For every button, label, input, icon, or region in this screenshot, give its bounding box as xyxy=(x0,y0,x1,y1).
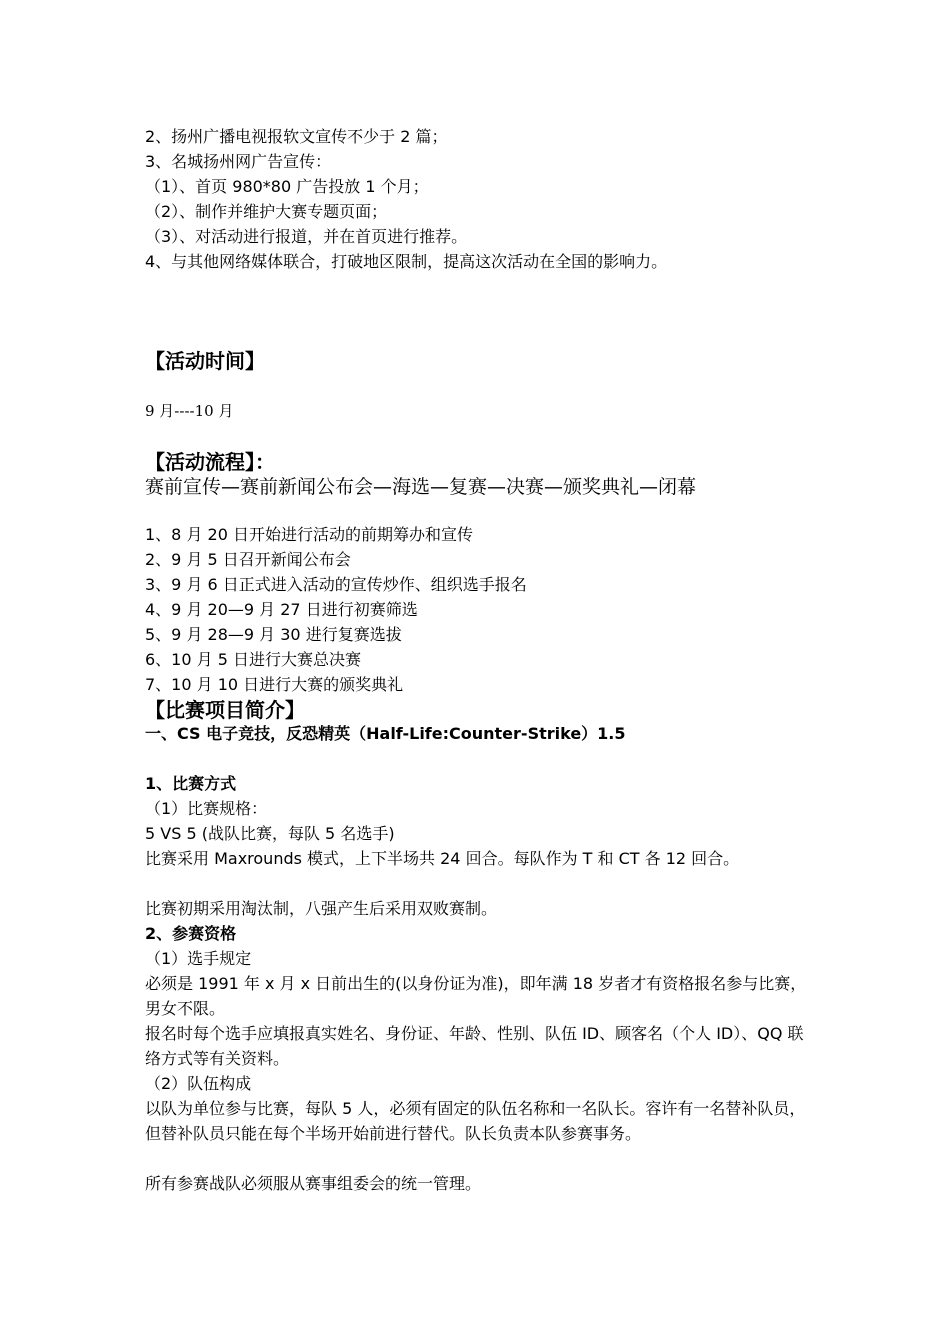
intro-heading: 【比赛项目简介】 xyxy=(145,698,305,722)
process-step: 4、9 月 20—9 月 27 日进行初赛筛选 xyxy=(145,600,418,619)
process-step: 2、9 月 5 日召开新闻公布会 xyxy=(145,550,351,569)
process-step: 7、10 月 10 日进行大赛的颁奖典礼 xyxy=(145,675,404,694)
process-step: 5、9 月 28—9 月 30 进行复赛选拔 xyxy=(145,625,402,644)
qual-registration: 报名时每个选手应填报真实姓名、身份证、年龄、性别、队伍 ID、顾客名（个人 ID）、QQ 联络方式等有关资料。 xyxy=(145,1024,804,1068)
process-step: 3、9 月 6 日正式进入活动的宣传炒作、组织选手报名 xyxy=(145,575,527,594)
process-heading: 【活动流程】： xyxy=(145,450,275,474)
qual-sub-2: （2）队伍构成 xyxy=(145,1074,252,1093)
qual-team: 以队为单位参与比赛，每队 5 人，必须有固定的队伍名称和一名队长。容许有一名替补队员，但替补队员只能在每个半场开始前进行替代。队长负责本队参赛事务。 xyxy=(145,1099,806,1143)
promo-sub-1: （1）、首页 980*80 广告投放 1 个月； xyxy=(145,177,429,196)
format-rounds: 比赛采用 Maxrounds 模式，上下半场共 24 回合。每队作为 T 和 CT 各 12 回合。 xyxy=(145,849,740,868)
promo-item-2: 2、扬州广播电视报软文宣传不少于 2 篇； xyxy=(145,127,448,146)
game-title: 一、CS 电子竞技，反恐精英（Half-Life:Counter-Strike）1.5 xyxy=(145,724,626,743)
time-heading: 【活动时间】 xyxy=(145,349,265,373)
format-sub: （1）比赛规格： xyxy=(145,799,268,818)
format-vs: 5 VS 5 (战队比赛，每队 5 名选手) xyxy=(145,824,395,843)
promo-item-3: 3、名城扬州网广告宣传： xyxy=(145,152,332,171)
process-step: 6、10 月 5 日进行大赛总决赛 xyxy=(145,650,361,669)
qual-sub-1: （1）选手规定 xyxy=(145,949,252,968)
format-title: 1、比赛方式 xyxy=(145,774,237,793)
promo-item-4: 4、与其他网络媒体联合，打破地区限制，提高这次活动在全国的影响力。 xyxy=(145,252,668,271)
qual-title: 2、参赛资格 xyxy=(145,924,237,943)
format-elim: 比赛初期采用淘汰制，八强产生后采用双败赛制。 xyxy=(145,899,498,918)
process-flow: 赛前宣传—赛前新闻公布会—海选—复赛—决赛—颁奖典礼—闭幕 xyxy=(145,476,697,498)
qual-age: 必须是 1991 年 x 月 x 日前出生的(以身份证为准)，即年满 18 岁者才有资格报名参与比赛，男女不限。 xyxy=(145,974,807,1018)
process-step: 1、8 月 20 日开始进行活动的前期筹办和宣传 xyxy=(145,525,473,544)
promo-sub-3: （3）、对活动进行报道，并在首页进行推荐。 xyxy=(145,227,468,246)
qual-obey: 所有参赛战队必须服从赛事组委会的统一管理。 xyxy=(145,1174,482,1193)
promo-sub-2: （2）、制作并维护大赛专题页面； xyxy=(145,202,388,221)
time-value: 9 月----10 月 xyxy=(145,402,234,420)
